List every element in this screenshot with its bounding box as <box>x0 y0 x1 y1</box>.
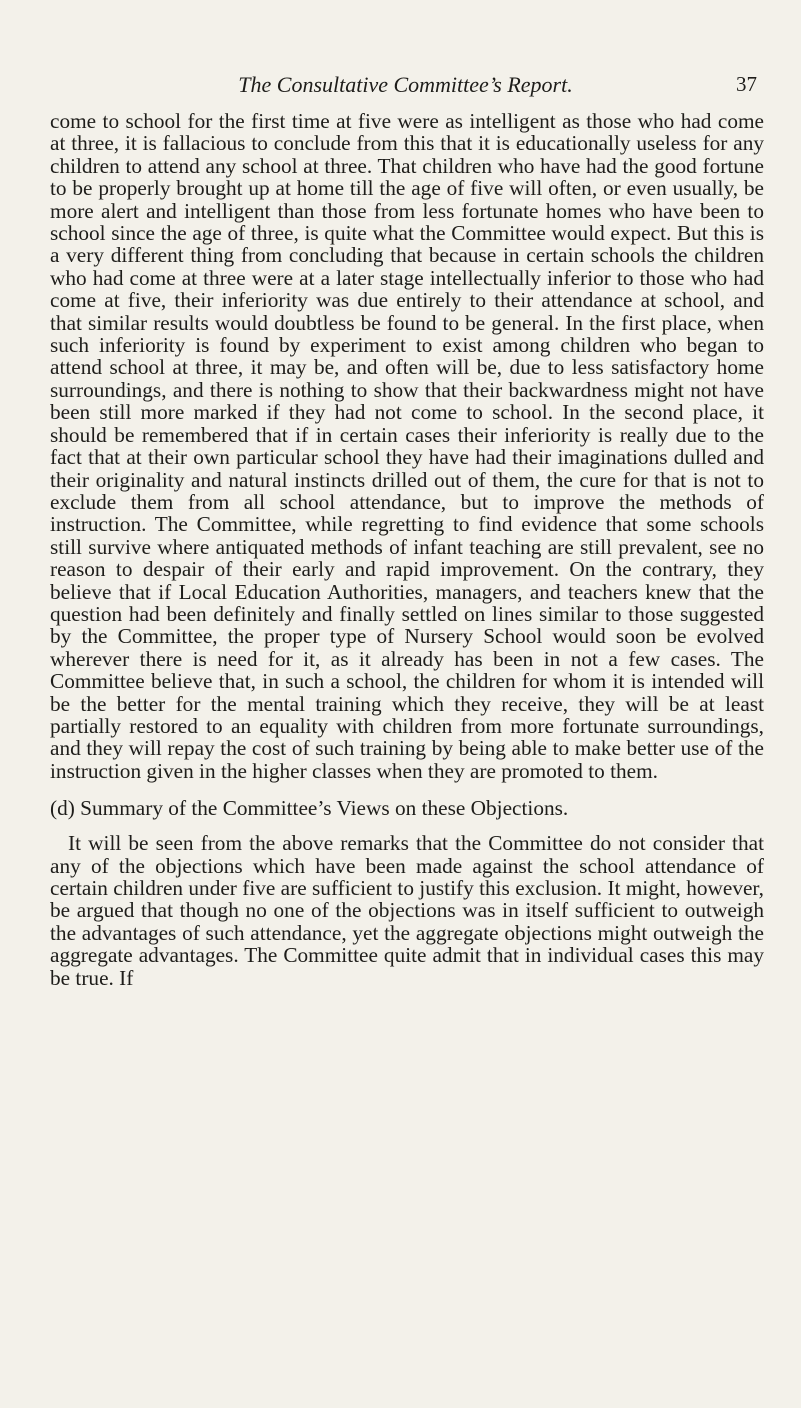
running-head <box>50 68 761 102</box>
page-number: 37 <box>736 72 757 96</box>
paragraph: It will be seen from the above remarks that the Committee do not consider that any of the objections which have been made against the school attendance of certain children under five are sufficient to justify this exclusion. It might, however, be argued that though no one of the objections was in itself sufficient to outweigh the advantages of such attendance, yet the aggregate objections might outweigh the aggregate advantages. The Committee quite admit that in individual cases this may be true. If <box>50 831 764 990</box>
section-heading: (d) Summary of the Committee’s Views on these Objections. <box>50 796 569 821</box>
body-text <box>50 110 764 989</box>
paragraph: come to school for the first time at five were as intelligent as those who had come at three, it is fallacious to conclude from this that it is educationally useless for any children to attend any school at three. That children who have had the good fortune to be properly brought up at home till the age of five will often, or even usually, be more alert and intelligent than those from less fortunate homes who have been to school since the age of three, is quite what the Committee would expect. But this is a very different thing from concluding that because in certain schools the children who had come at three were at a later stage intellectually inferior to those who had come at five, their inferiority was due entirely to their attendance at school, and that similar results would doubtless be found to be general. In the first place, when such inferiority is found by experiment to exist among children who began to attend school at three, it may be, and often will be, due to less satisfactory home surroundings, and there is nothing to show that their backwardness might not have been still more marked if they had not come to school. In the second place, it should be remembered that if in certain cases their inferiority is really due to the fact that at their own particular school they have had their imaginations dulled and their originality and natural instincts drilled out of them, the cure for that is not to exclude them from all school attendance, but to improve the methods of instruction. The Committee, while regretting to find evidence that some schools still survive where antiquated methods of infant teaching are still prevalent, see no reason to despair of their early and rapid improvement. On the contrary, they believe that if Local Education Authorities, managers, and teachers knew that the question had been definitely and finally settled on lines similar to those suggested by the Committee, the proper type of Nursery School would soon be evolved wherever there is need for it, as it already has been in not a few cases. The Committee believe that, in such a school, the children for whom it is intended will be the better for the mental training which they receive, they will be at least partially restored to an equality with children from more fortunate surroundings, and they will repay the cost of such training by being able to make better use of the instruction given in the higher classes when they are promoted to them. <box>50 109 764 783</box>
running-title: The Consultative Committee’s Report. <box>238 72 573 97</box>
